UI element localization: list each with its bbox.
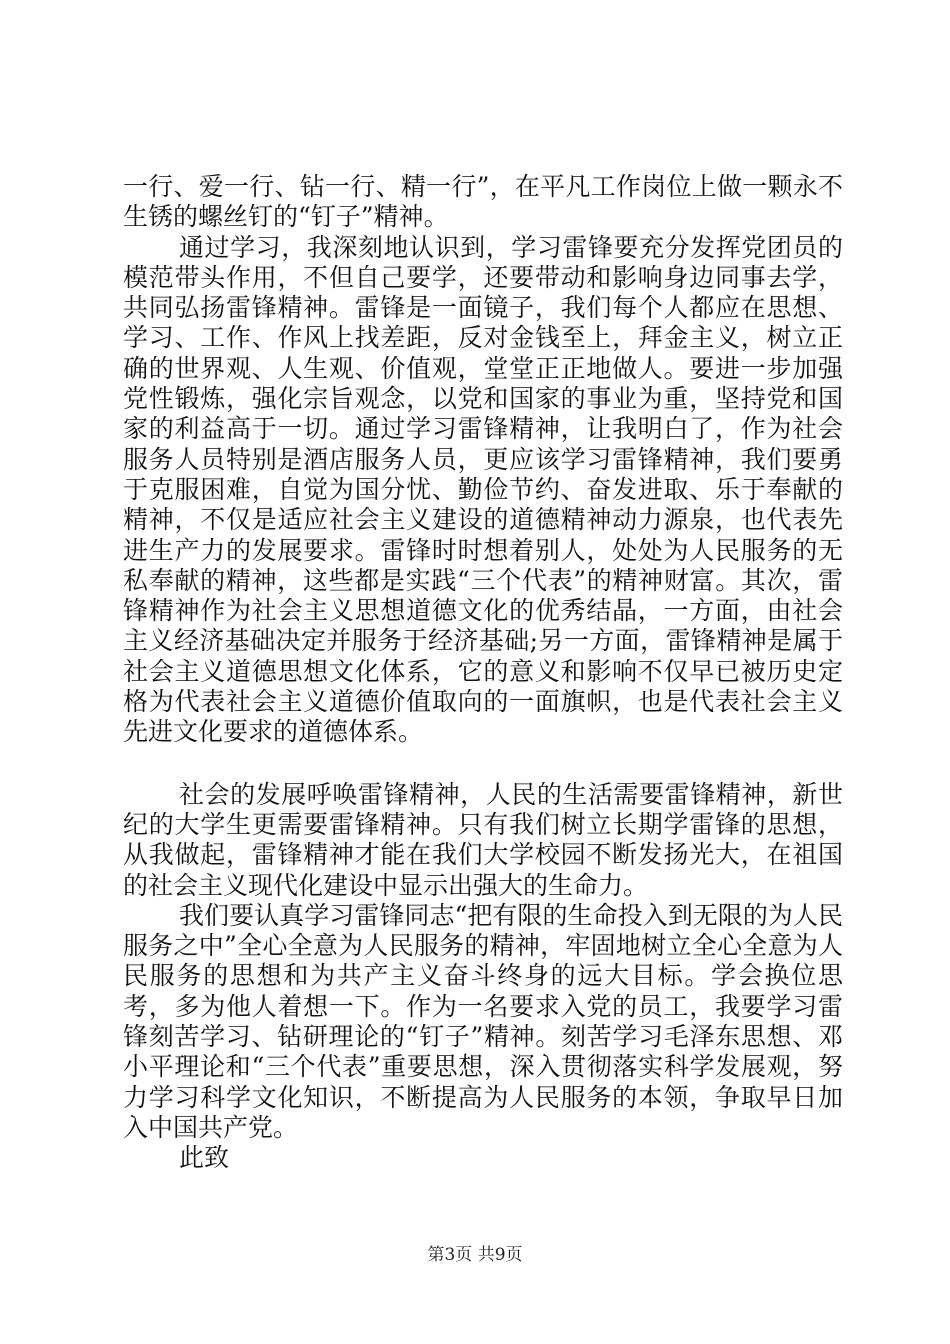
paragraph-3: 社会的发展呼唤雷锋精神，人民的生活需要雷锋精神，新世纪的大学生更需要雷锋精神。只有我们树立长期学雷锋的思想，从我做起，雷锋精神才能在我们大学校园不断发扬光大，在祖国的社会主义现代化建设中显示出强大的生命力。 [123, 779, 843, 900]
paragraph-4: 我们要认真学习雷锋同志“把有限的生命投入到无限的为人民服务之中”全心全意为人民服务的精神，牢固地树立全心全意为人民服务的思想和为共产主义奋斗终身的远大目标。学会换位思考，多为他人着想一下。作为一名要求入党的员工，我要学习雷锋刻苦学习、钻研理论的“钉子”精神。刻苦学习毛泽东思想、邓小平理论和“三个代表”重要思想，深入贯彻落实科学发展观，努力学习科学文化知识，不断提高为人民服务的本领，争取早日加入中国共产党。 [123, 900, 843, 1142]
paragraph-1: 一行、爱一行、钻一行、精一行”，在平凡工作岗位上做一颗永不生锈的螺丝钉的“钉子”精神。 [123, 172, 843, 232]
document-body [123, 172, 843, 1174]
closing-salutation: 此致 [179, 1143, 230, 1173]
page-number-footer: 第3页 共9页 [427, 1245, 523, 1265]
paragraph-2: 通过学习，我深刻地认识到，学习雷锋要充分发挥党团员的模范带头作用，不但自己要学，还要带动和影响身边同事去学，共同弘扬雷锋精神。雷锋是一面镜子，我们每个人都应在思想、学习、工作、作风上找差距，反对金钱至上，拜金主义，树立正确的世界观、人生观、价值观，堂堂正正地做人。要进一步加强党性锻炼，强化宗旨观念，以党和国家的事业为重，坚持党和国家的利益高于一切。通过学习雷锋精神，让我明白了，作为社会服务人员特别是酒店服务人员，更应该学习雷锋精神，我们要勇于克服困难，自觉为国分忧、勤俭节约、奋发进取、乐于奉献的精神，不仅是适应社会主义建设的道德精神动力源泉，也代表先进生产力的发展要求。雷锋时时想着别人，处处为人民服务的无私奉献的精神，这些都是实践“三个代表”的精神财富。其次，雷锋精神作为社会主义思想道德文化的优秀结晶，一方面，由社会主义经济基础决定并服务于经济基础;另一方面，雷锋精神是属于社会主义道德思想文化体系，它的意义和影响不仅早已被历史定格为代表社会主义道德价值取向的一面旗帜，也是代表社会主义先进文化要求的道德体系。 [123, 232, 843, 747]
